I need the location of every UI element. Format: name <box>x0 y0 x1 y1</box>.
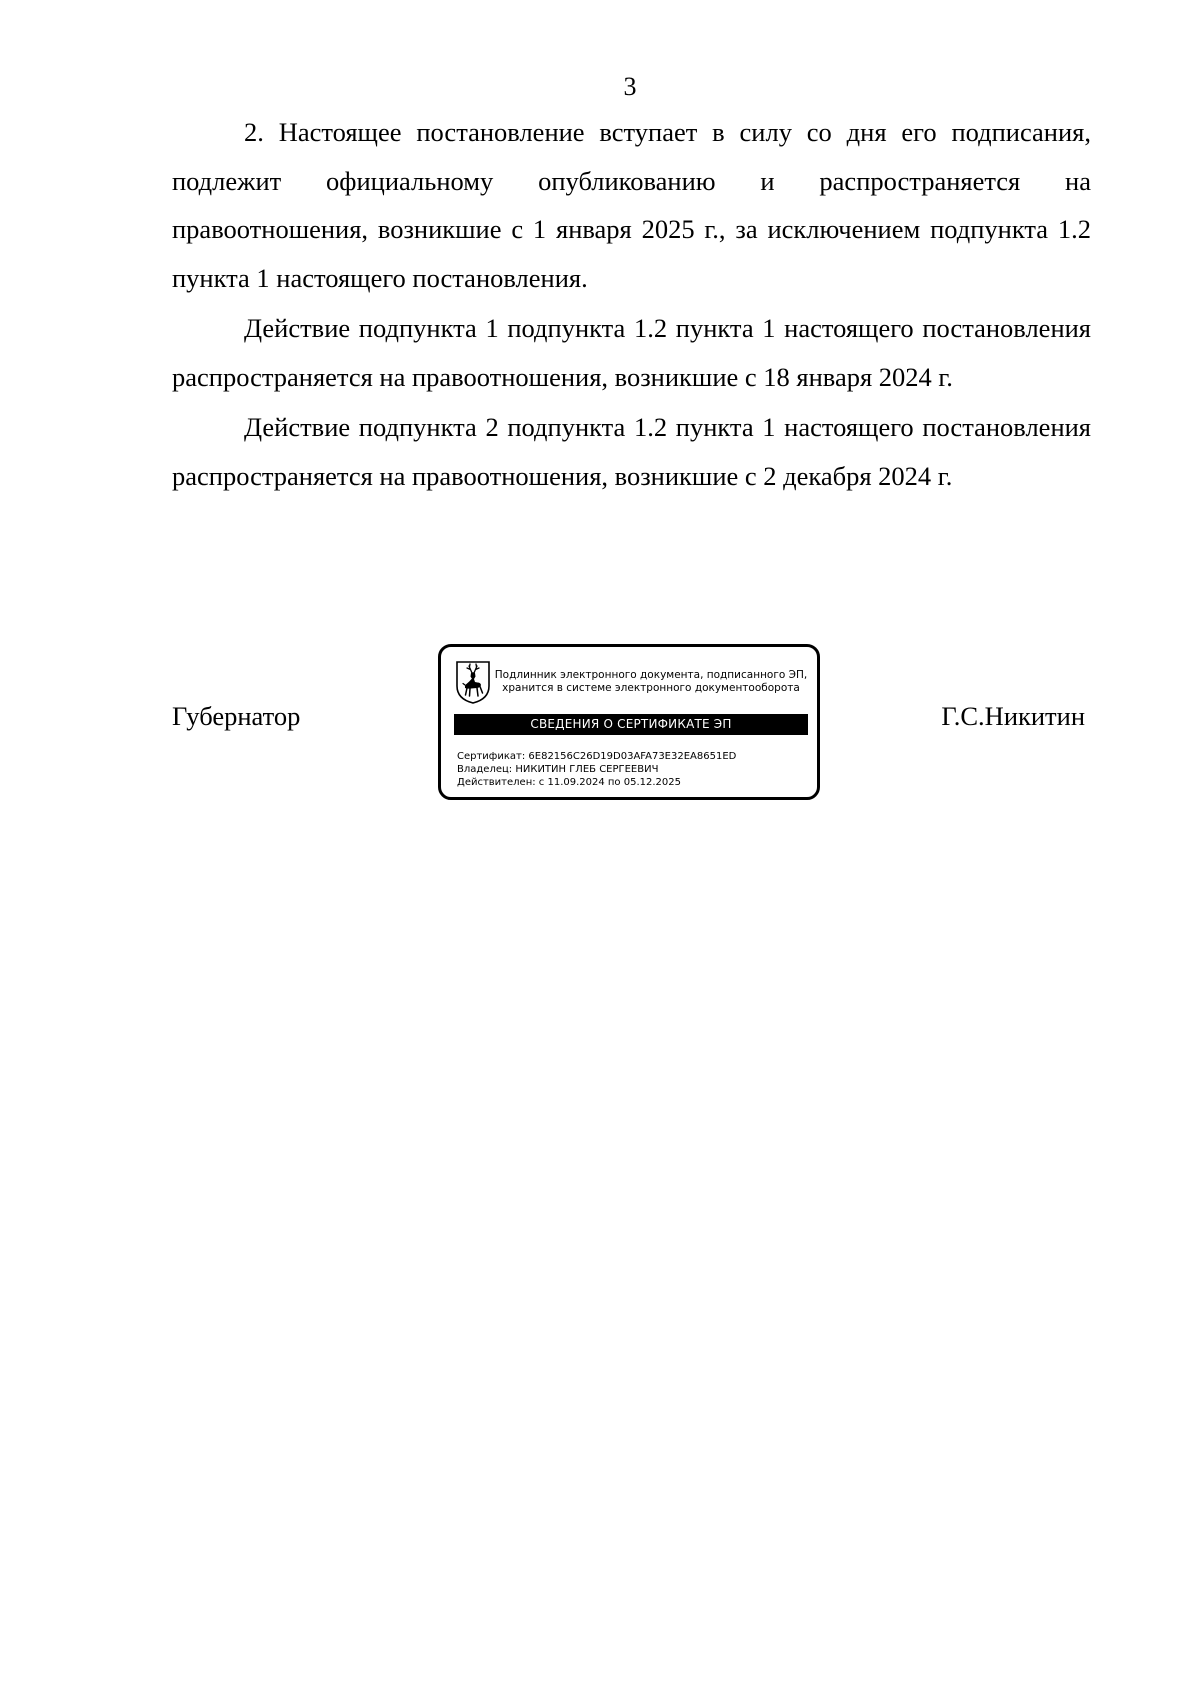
stamp-certificate-details <box>457 750 736 789</box>
stamp-note-line-1: Подлинник электронного документа, подписанного ЭП, <box>494 669 808 681</box>
stamp-validity: Действителен: с 11.09.2024 по 05.12.2025 <box>457 777 681 788</box>
signer-position: Губернатор <box>172 701 301 731</box>
stamp-certificate-header: СВЕДЕНИЯ О СЕРТИФИКАТЕ ЭП <box>454 714 808 735</box>
signer-name: Г.С.Никитин <box>941 701 1085 731</box>
page-number: 3 <box>623 72 637 101</box>
deer-emblem-icon <box>455 660 491 704</box>
electronic-signature-stamp <box>438 644 820 800</box>
paragraph-subclause-1: Действие подпункта 1 подпункта 1.2 пункта 1 настоящего постановления распространяется на правоотношения, возникшие с 18 января 2024 г. <box>172 313 1091 392</box>
stamp-note-line-2: хранится в системе электронного документооборота <box>502 682 800 694</box>
decree-body <box>172 108 1091 502</box>
stamp-owner: Владелец: НИКИТИН ГЛЕБ СЕРГЕЕВИЧ <box>457 764 659 775</box>
stamp-certificate-number: Сертификат: 6E82156C26D19D03AFA73E32EA8651ED <box>457 751 737 762</box>
stamp-storage-note <box>493 669 809 695</box>
paragraph-subclause-2: Действие подпункта 2 подпункта 1.2 пункта 1 настоящего постановления распространяется на правоотношения, возникшие с 2 декабря 2024 г. <box>172 412 1091 491</box>
paragraph-effective-date: 2. Настоящее постановление вступает в силу со дня его подписания, подлежит официальному опубликованию и распространяется на правоотношения, возникшие с 1 января 2025 г., за исключением подпункта 1.2 пункта 1 настоящего постановления. <box>172 117 1091 293</box>
